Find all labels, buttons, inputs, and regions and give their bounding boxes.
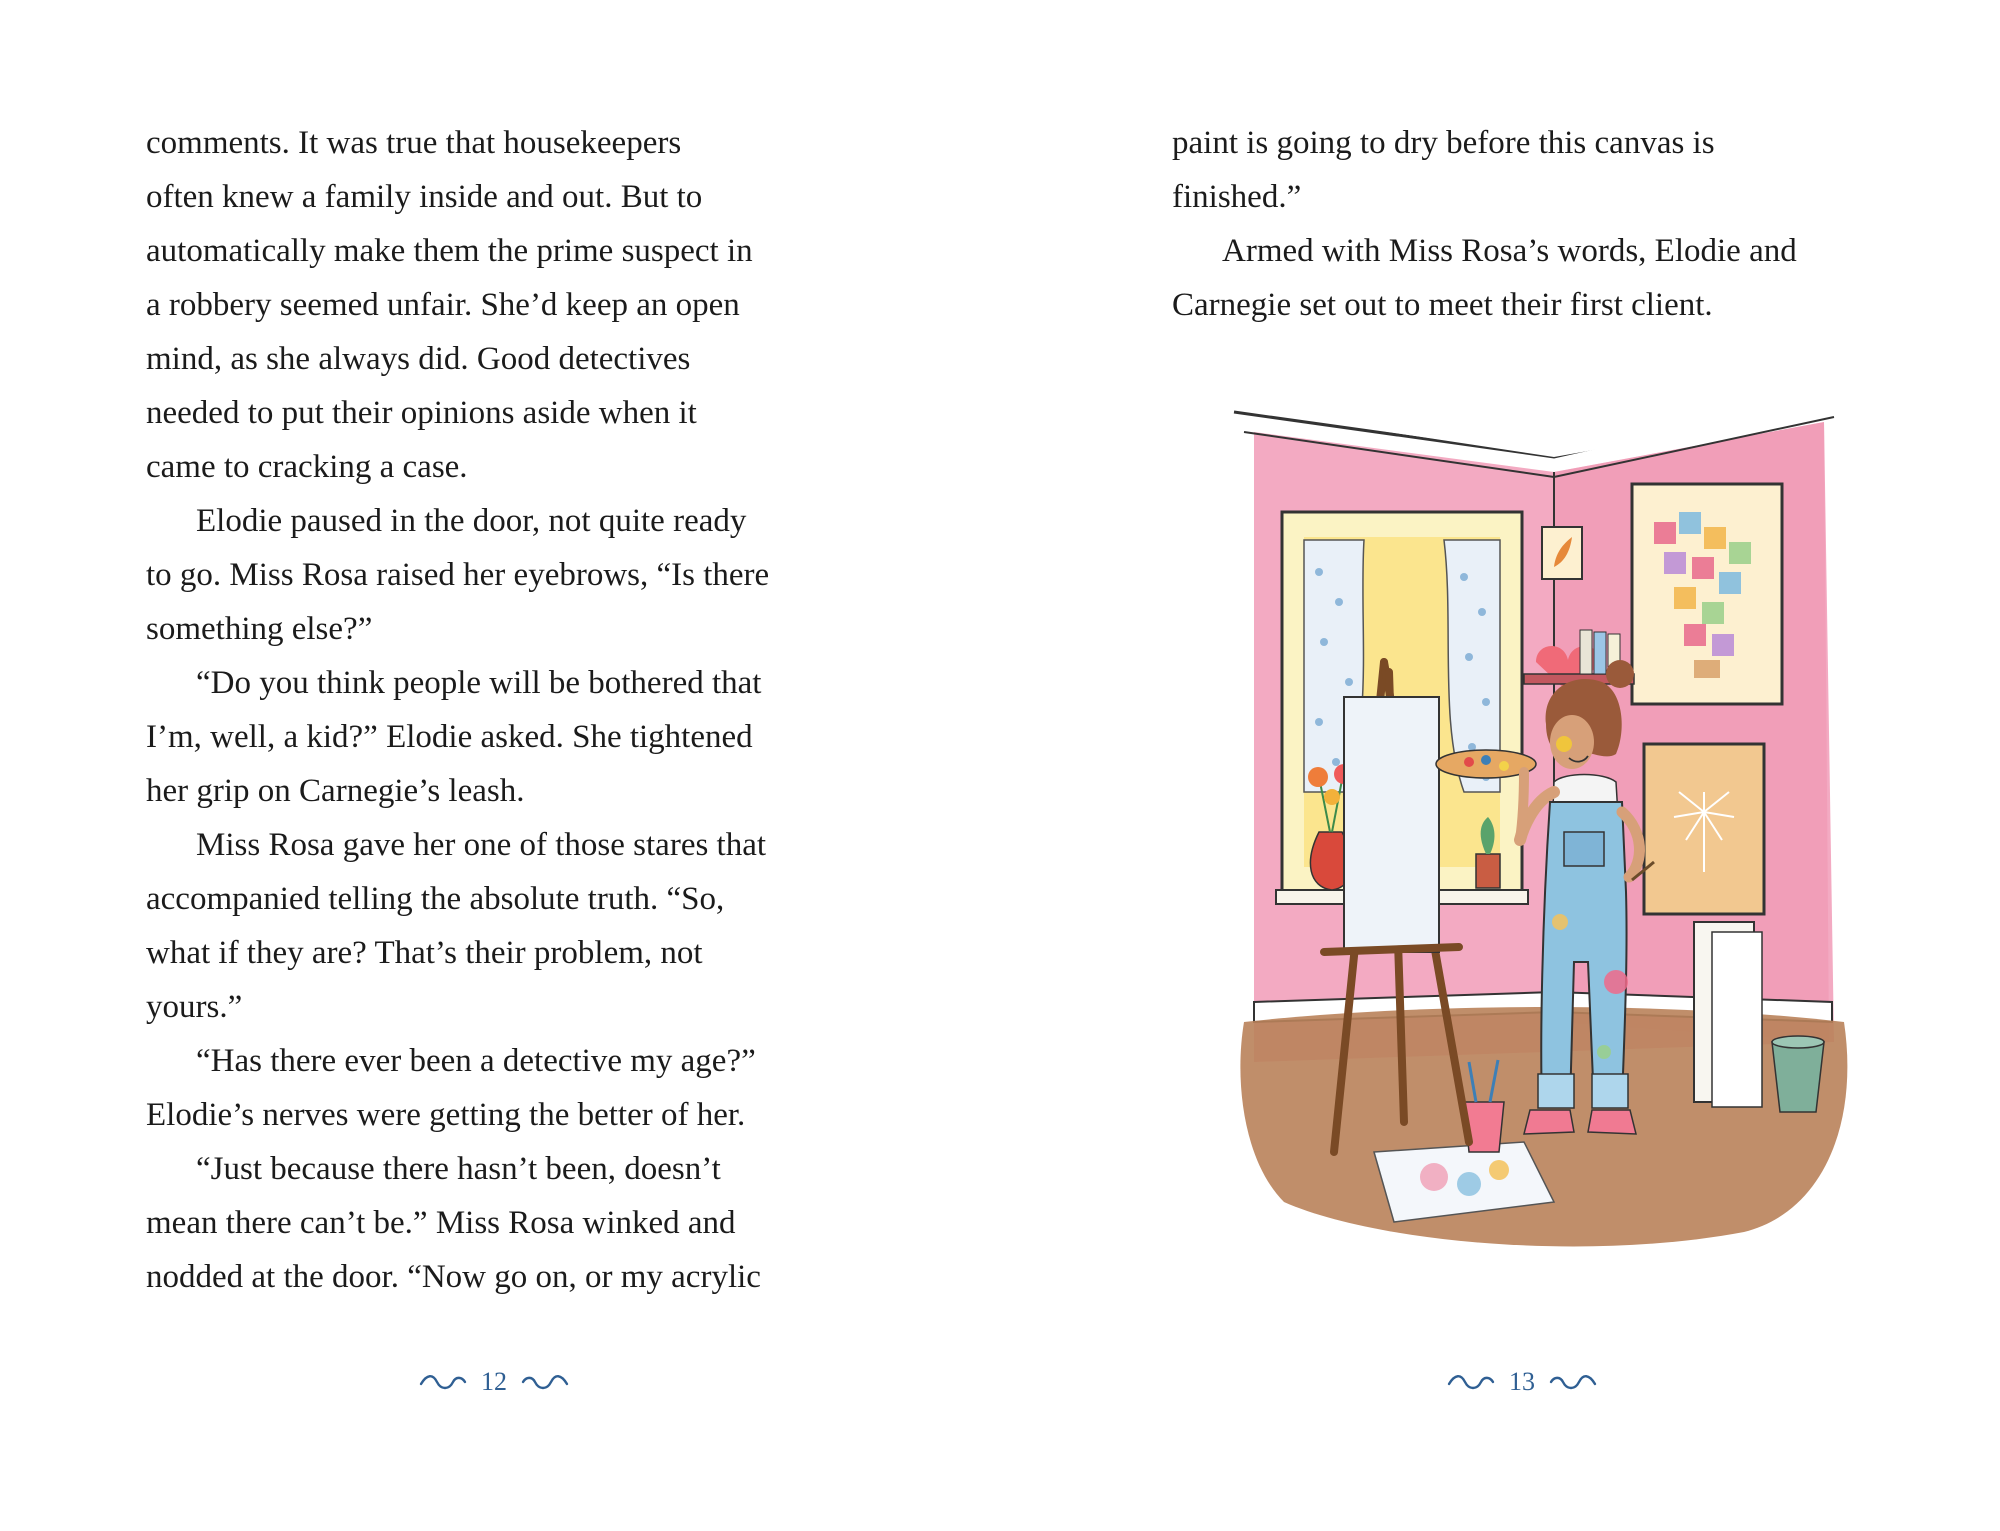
- text-line: Miss Rosa gave her one of those stares that: [196, 827, 767, 863]
- right-page: [1000, 0, 2000, 1531]
- text-line: something else?”: [146, 611, 373, 647]
- text-line: mind, as she always did. Good detectives: [146, 341, 691, 377]
- text-line: nodded at the door. “Now go on, or my acrylic: [146, 1259, 761, 1295]
- page-number-label: 13: [1509, 1367, 1535, 1396]
- text-line: “Has there ever been a detective my age?”: [196, 1043, 756, 1079]
- text-line: “Do you think people will be bothered that: [196, 665, 762, 701]
- page-number-right: [1412, 1362, 1632, 1402]
- page-number-left: [384, 1362, 604, 1402]
- text-line: Elodie paused in the door, not quite ready: [196, 503, 747, 539]
- ornament-swash-icon: [1447, 1372, 1495, 1392]
- text-line: to go. Miss Rosa raised her eyebrows, “Is there: [146, 557, 770, 593]
- text-line: a robbery seemed unfair. She’d keep an open: [146, 287, 740, 323]
- page-number-label: 12: [481, 1367, 507, 1396]
- text-line: mean there can’t be.” Miss Rosa winked and: [146, 1205, 736, 1241]
- text-line: I’m, well, a kid?” Elodie asked. She tightened: [146, 719, 753, 755]
- ornament-swash-icon: [419, 1372, 467, 1392]
- text-line: accompanied telling the absolute truth. “So,: [146, 881, 725, 917]
- text-line: finished.”: [1172, 179, 1302, 215]
- text-line: automatically make them the prime suspect in: [146, 233, 753, 269]
- text-line: what if they are? That’s their problem, not: [146, 935, 703, 971]
- right-page-text: [1172, 116, 1872, 332]
- text-line: her grip on Carnegie’s leash.: [146, 773, 525, 809]
- text-line: came to cracking a case.: [146, 449, 468, 485]
- text-line: Armed with Miss Rosa’s words, Elodie and: [1222, 233, 1797, 269]
- text-line: needed to put their opinions aside when it: [146, 395, 697, 431]
- ornament-swash-icon: [1549, 1372, 1597, 1392]
- text-line: Carnegie set out to meet their first client.: [1172, 287, 1713, 323]
- ornament-swash-icon: [521, 1372, 569, 1392]
- text-line: yours.”: [146, 989, 243, 1025]
- text-line: paint is going to dry before this canvas is: [1172, 125, 1715, 161]
- text-line: often knew a family inside and out. But to: [146, 179, 703, 215]
- text-line: Elodie’s nerves were getting the better of her.: [146, 1097, 746, 1133]
- text-line: comments. It was true that housekeepers: [146, 125, 682, 161]
- text-line: “Just because there hasn’t been, doesn’t: [196, 1151, 721, 1187]
- illustration-girl-painting: [1224, 362, 1864, 1262]
- left-page-text: [146, 116, 846, 1304]
